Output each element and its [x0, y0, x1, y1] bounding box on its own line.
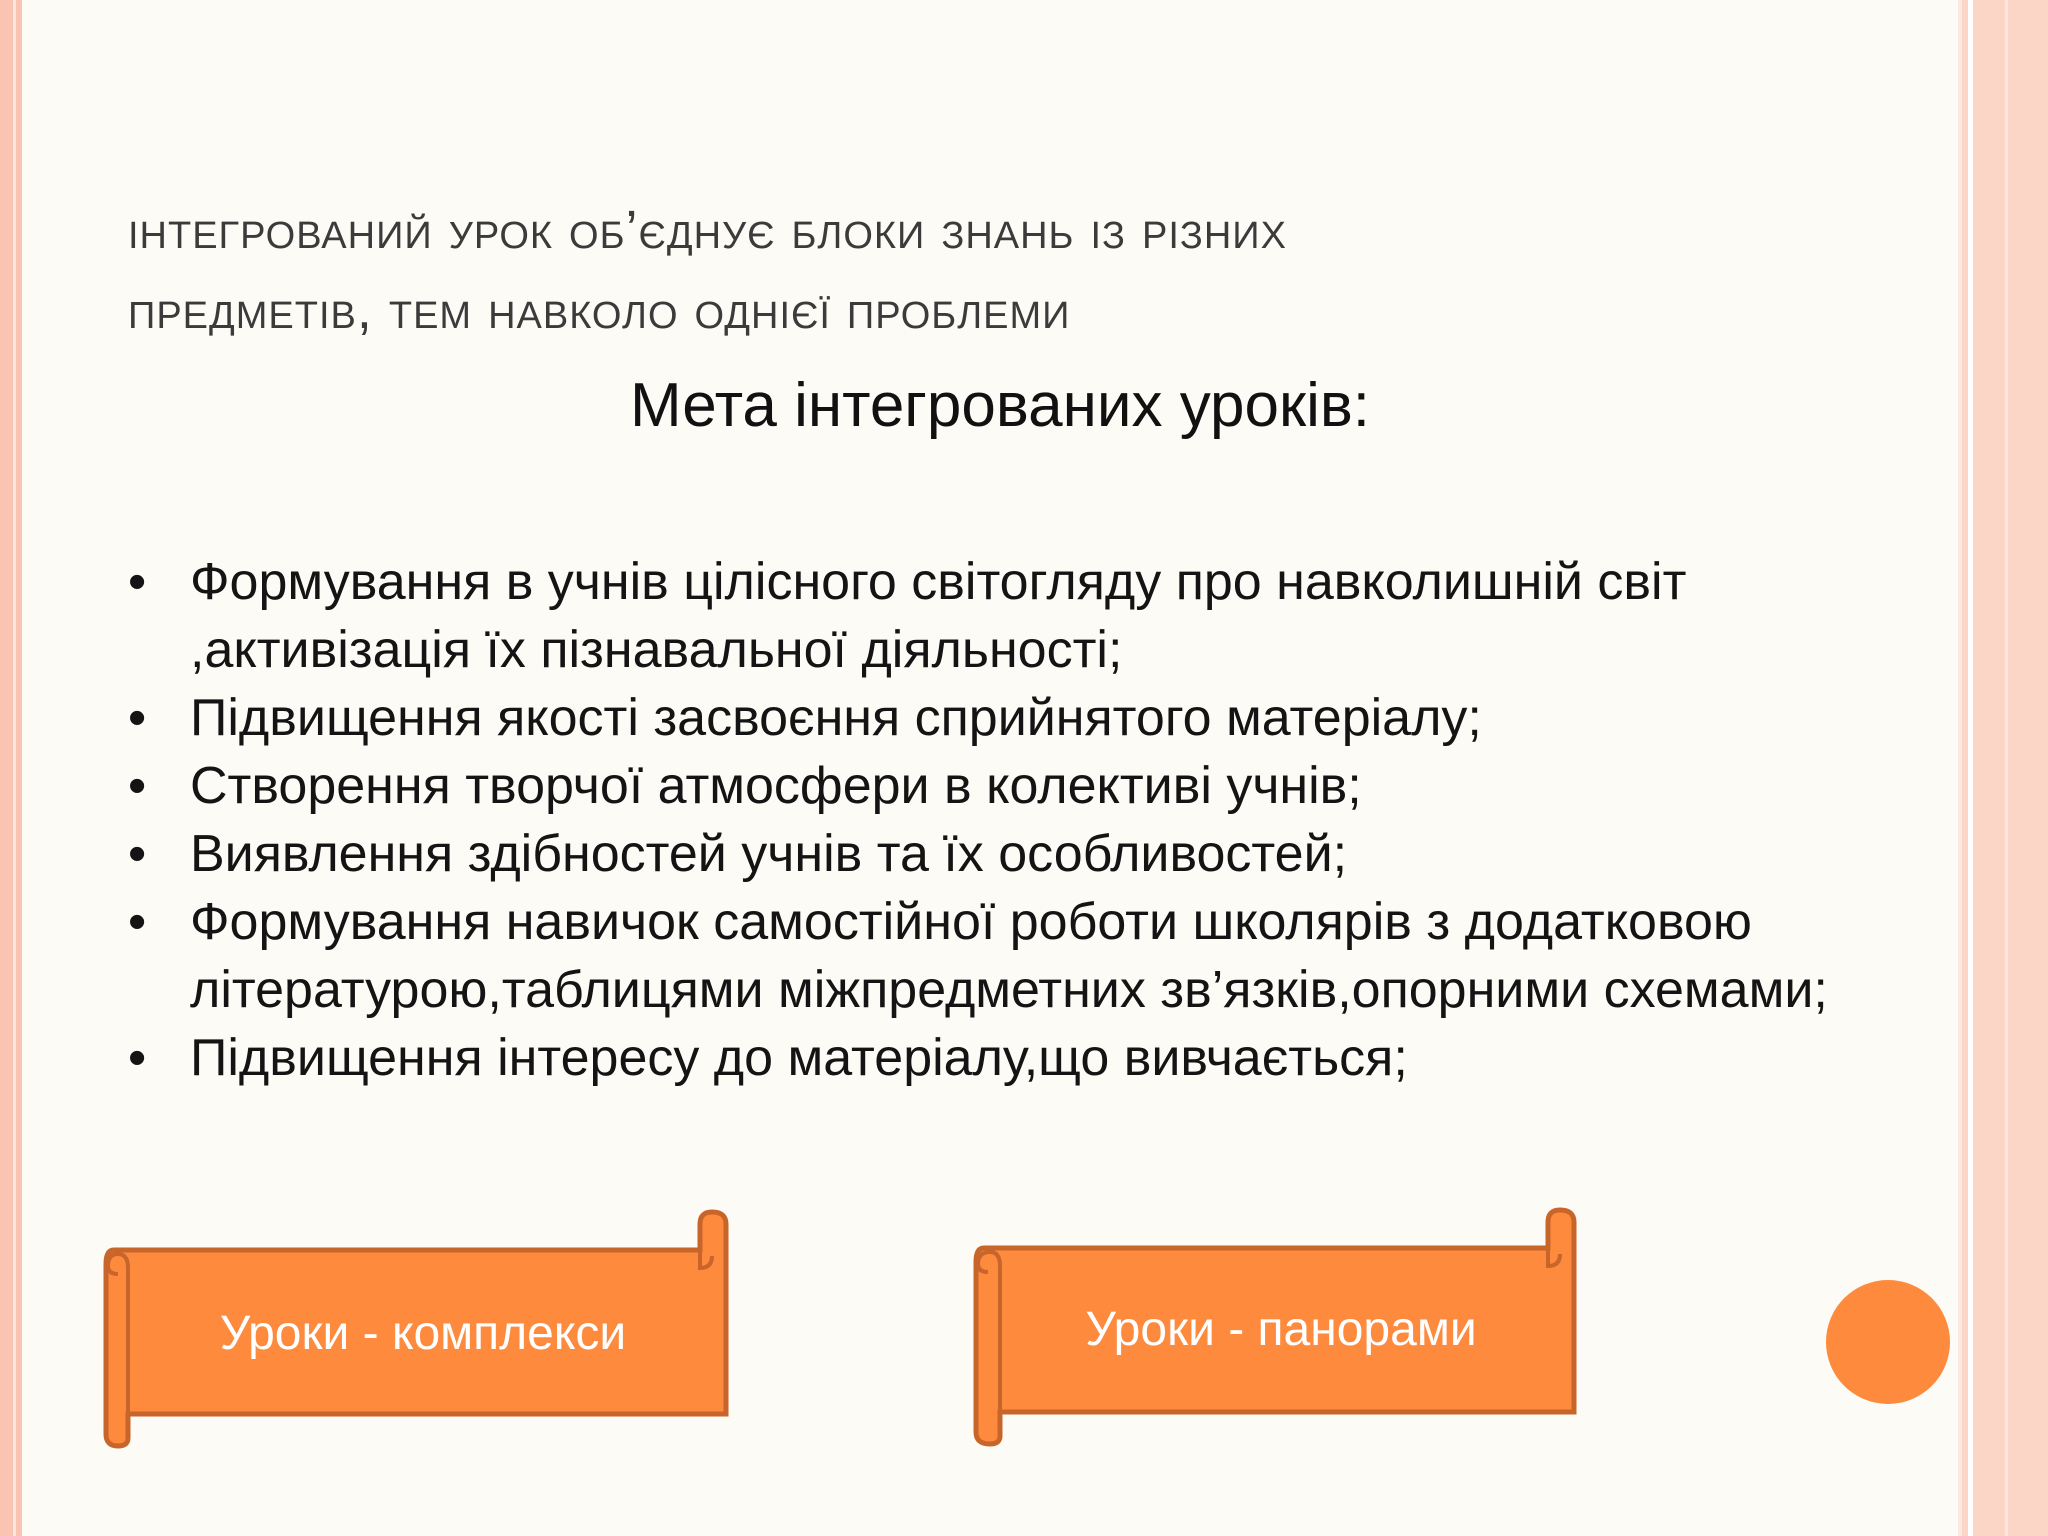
slide-heading-line-2: предметів, тем навколо однієї проблеми: [128, 280, 1071, 340]
slide-frame-left-line: [13, 0, 16, 1536]
goal-item: • Формування навичок самостійної роботи школярів з додатковою літературою,таблицями міжпредметних зв’язків,опорними схемами;: [128, 888, 1928, 1024]
scroll-banner-panoramas: [970, 1206, 1592, 1450]
decorative-circle: [1826, 1280, 1950, 1404]
goal-item: • Виявлення здібностей учнів та їх особливостей;: [128, 820, 1928, 888]
goal-item: • Підвищення якості засвоєння сприйнятого матеріалу;: [128, 684, 1928, 752]
goal-item: • Створення творчої атмосфери в колективі учнів;: [128, 752, 1928, 820]
slide-subtitle: Мета інтегрованих уроків:: [629, 371, 1371, 440]
slide-heading-line-1: інтегрований урок об’єднує блоки знань із різних: [128, 200, 1287, 260]
scroll-banner-complexes: [100, 1208, 746, 1450]
slide-frame-right-line: [1968, 0, 1973, 1536]
slide-frame-right-line: [1958, 0, 1962, 1536]
goals-list: [128, 548, 1928, 1092]
goal-item: • Підвищення інтересу до матеріалу,що вивчається;: [128, 1024, 1928, 1092]
scroll-label: Уроки - комплекси: [219, 1307, 627, 1360]
goal-item: • Формування в учнів цілісного світогляду про навколишній світ ,активізація їх пізнавальної діяльності;: [128, 548, 1928, 684]
slide-frame-right-line: [2005, 0, 2008, 1536]
slide-frame-left: [0, 0, 22, 1536]
slide-heading: [128, 190, 1628, 350]
scroll-label: Уроки - панорами: [1085, 1303, 1477, 1356]
